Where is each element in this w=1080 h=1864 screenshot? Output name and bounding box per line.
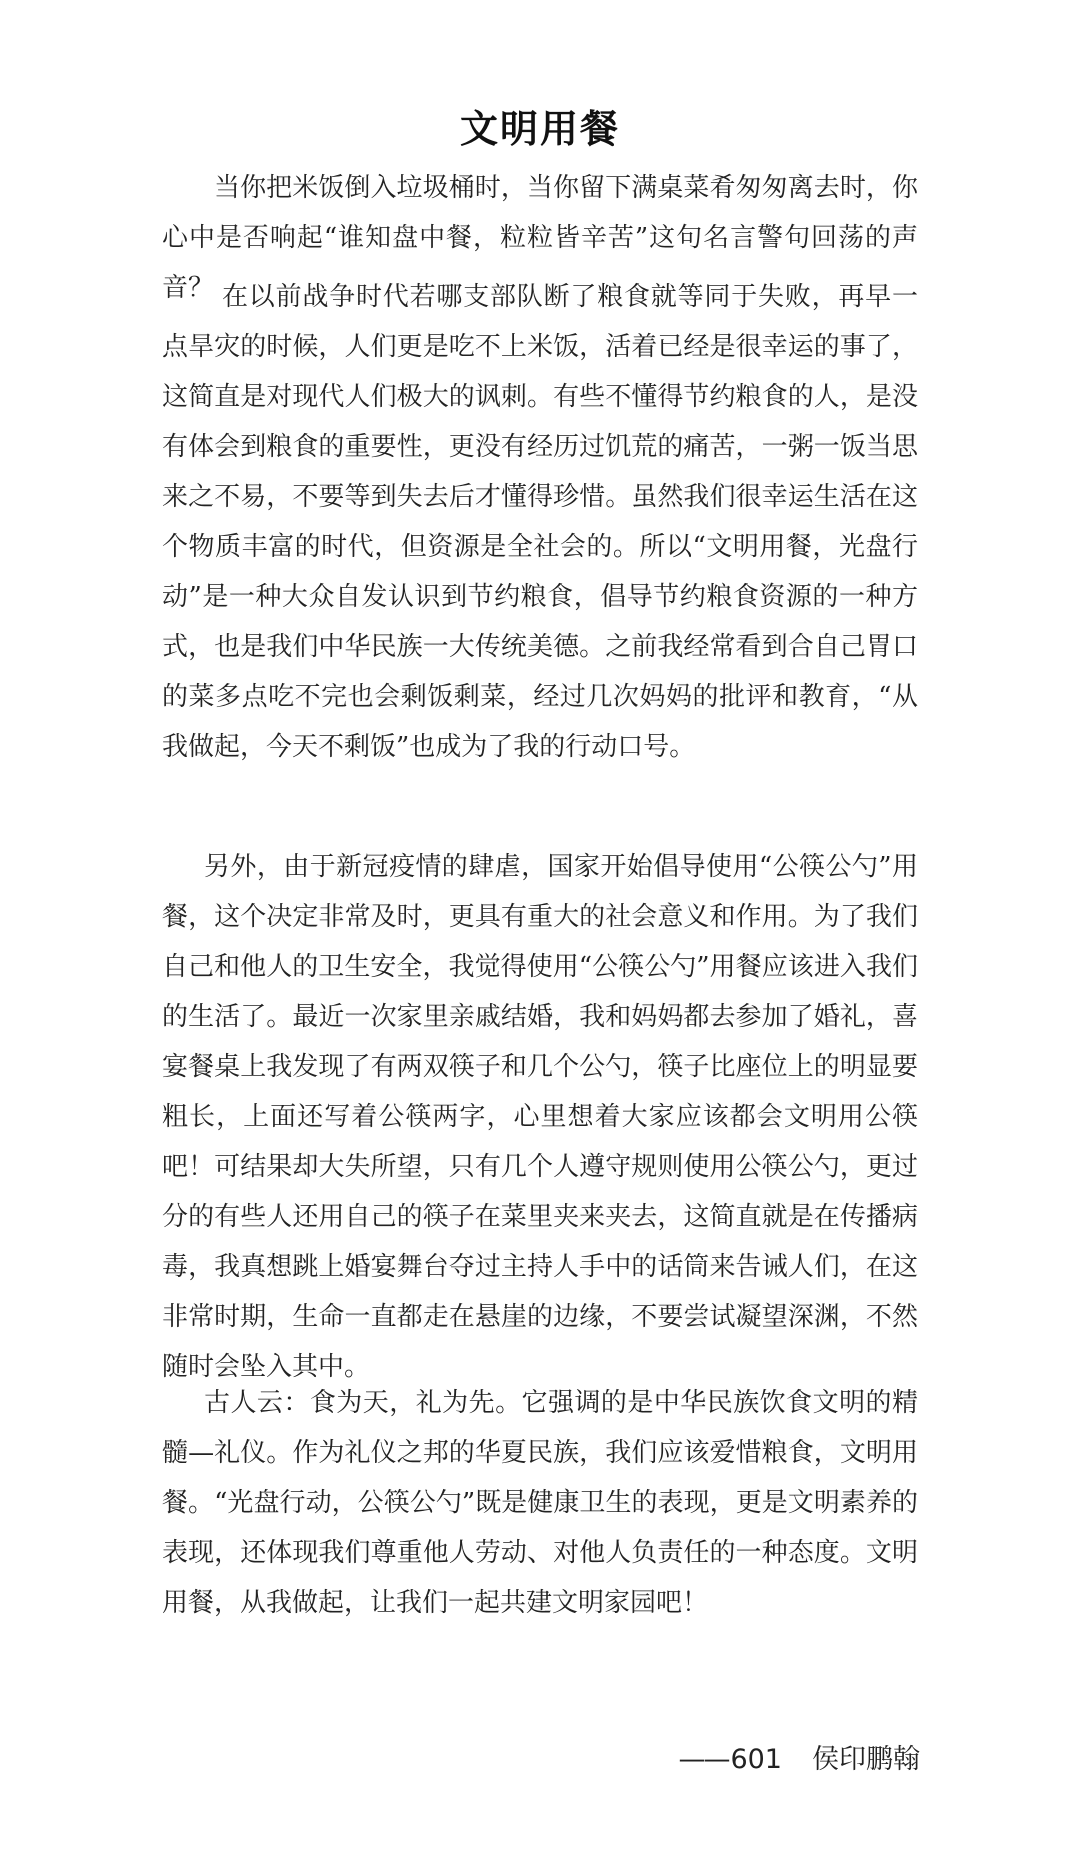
document-title: 文明用餐 [459,107,620,151]
author-class: 601 [730,1744,782,1775]
author-name: 侯印鹏翰 [812,1744,920,1775]
author-signature [678,1737,920,1776]
paragraph-intro: 当你把米饭倒入垃圾桶时，当你留下满桌菜肴匆匆离去时，你心中是否响起“谁知盘中餐，粒粒皆辛苦”这句名言警句回荡的声音？ [162,173,918,303]
paragraph-public-chopsticks: 另外，由于新冠疫情的肆虐，国家开始倡导使用“公筷公勺”用餐，这个决定非常及时，更具有重大的社会意义和作用。为了我们自己和他人的卫生安全，我觉得使用“公筷公勺”用餐应该进入我们的生活了。最近一次家里亲戚结婚，我和妈妈都去参加了婚礼，喜宴餐桌上我发现了有两双筷子和几个公勺，筷子比座位上的明显要粗长，上面还写着公筷两字，心里想着大家应该都会文明用公筷吧！可结果却大失所望，只有几个人遵守规则使用公筷公勺，更过分的有些人还用自己的筷子在菜里夹来夹去，这简直就是在传播病毒，我真想跳上婚宴舞台夺过主持人手中的话筒来告诫人们，在这非常时期，生命一直都走在悬崖的边缘，不要尝试凝望深渊，不然随时会坠入其中。 [162,852,918,1382]
paragraph-saving-food: 在以前战争时代若哪支部队断了粮食就等同于失败，再早一点旱灾的时候，人们更是吃不上米饭，活着已经是很幸运的事了，这简直是对现代人们极大的讽刺。有些不懂得节约粮食的人，是没有体会到粮食的重要性，更没有经历过饥荒的痛苦，一粥一饭当思来之不易，不要等到失去后才懂得珍惜。虽然我们很幸运生活在这个物质丰富的时代，但资源是全社会的。所以“文明用餐，光盘行动”是一种大众自发认识到节约粮食，倡导节约粮食资源的一种方式，也是我们中华民族一大传统美德。之前我经常看到合自己胃口的菜多点吃不完也会剩饭剩菜，经过几次妈妈的批评和教育，“从我做起，今天不剩饭”也成为了我的行动口号。 [162,282,918,762]
paragraph-conclusion: 古人云：食为天，礼为先。它强调的是中华民族饮食文明的精髓—礼仪。作为礼仪之邦的华夏民族，我们应该爱惜粮食，文明用餐。“光盘行动，公筷公勺”既是健康卫生的表现，更是文明素养的表现，还体现我们尊重他人劳动、对他人负责任的一种态度。文明用餐，从我做起，让我们一起共建文明家园吧！ [162,1388,918,1618]
signature-dash: —— [678,1744,729,1775]
